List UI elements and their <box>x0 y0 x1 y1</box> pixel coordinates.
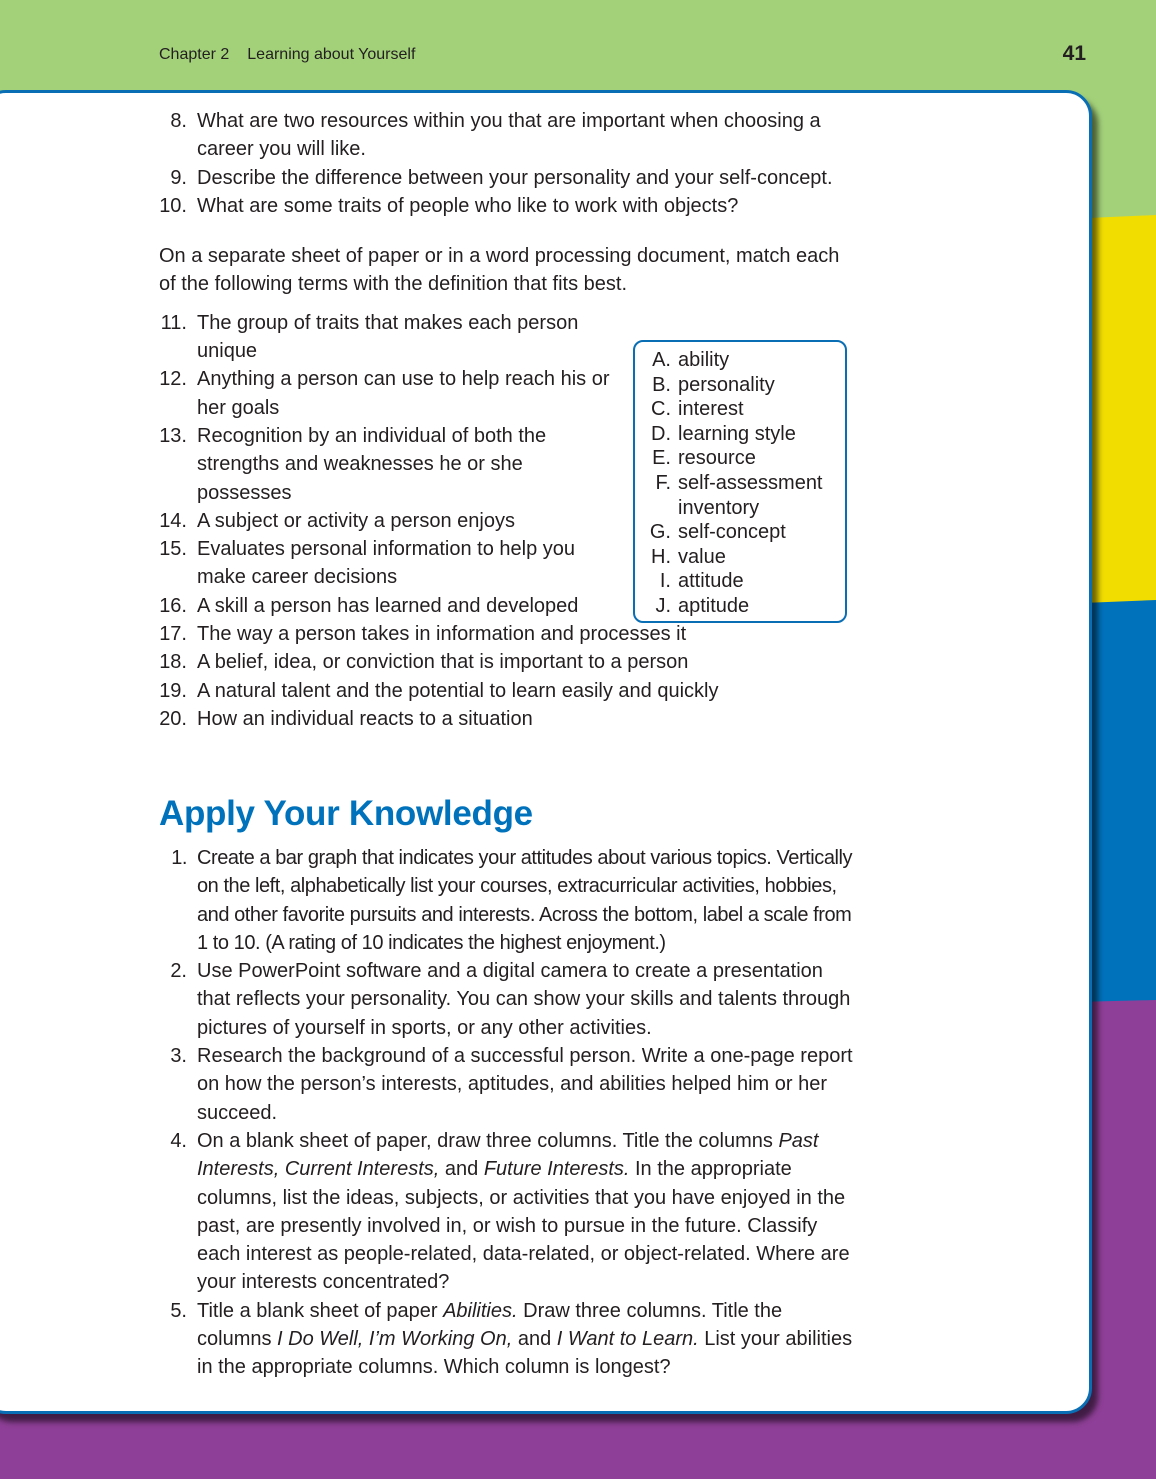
list-item: E. resource <box>652 447 756 470</box>
matching-terms-box <box>633 340 847 623</box>
list-item: 5. Title a blank sheet of paper Abilities. Draw three columns. Title the columns I Do Well, I’m Working On, and I Want to Learn. List your abilities in the appropriate columns. Which column is longest? <box>170 1299 853 1379</box>
list-item: 9. Describe the difference between your personality and your self-concept. <box>170 166 833 189</box>
list-item: 3. Research the background of a successful person. Write a one-page report on how the person’s interests, aptitudes, and abilities helped him or her succeed. <box>170 1045 853 1124</box>
list-item: A. ability <box>652 349 730 371</box>
section-heading: Apply Your Knowledge <box>159 794 533 833</box>
list-item: 8. What are two resources within you that are important when choosing a career you will like. <box>170 110 821 161</box>
list-item: 4. On a blank sheet of paper, draw three columns. Title the columns Past Interests, Current Interests, and Future Interests. In the appropriate columns, list the ideas, subjects, or activities that you have enjoyed in the past, are presently involved in, or wish to pursue in the future. Classify each interest as people-related, data-related, or object-related. Where are your interests concentrated? <box>170 1129 850 1294</box>
review-question-list <box>159 107 859 220</box>
apply-knowledge-section <box>159 844 859 1382</box>
list-item: D. learning style <box>651 422 796 445</box>
list-item: 16. A skill a person has learned and developed <box>159 594 579 617</box>
list-item: F. self-assessment inventory <box>655 471 823 519</box>
matching-instructions: On a separate sheet of paper or in a word processing document, match each of the following terms with the definition that fits best. <box>159 245 840 296</box>
list-item: 14. A subject or activity a person enjoys <box>159 509 515 532</box>
list-item: 10. What are some traits of people who like to work with objects? <box>159 194 739 217</box>
list-item: 2. Use PowerPoint software and a digital camera to create a presentation that reflects your personality. You can show your skills and talents through pictures of yourself in sports, or any other activities. <box>170 960 851 1039</box>
list-item: H. value <box>651 545 726 568</box>
list-item: 17. The way a person takes in information and processes it <box>159 623 687 646</box>
activity-list <box>159 844 859 1382</box>
list-item: G. self-concept <box>649 521 786 544</box>
list-item: B. personality <box>652 373 775 396</box>
list-item: 19. A natural talent and the potential to learn easily and quickly <box>159 679 719 702</box>
running-head <box>159 46 415 64</box>
list-item: J. aptitude <box>655 594 750 617</box>
list-item: 20. How an individual reacts to a situation <box>159 707 533 730</box>
list-item: 11. The group of traits that makes each person unique <box>160 311 579 363</box>
chapter-title: Learning about Yourself <box>247 46 416 63</box>
list-item: 13. Recognition by an individual of both the strengths and weaknesses he or she possesses <box>159 424 547 504</box>
list-item: 18. A belief, idea, or conviction that is important to a person <box>159 651 689 674</box>
page-number: 41 <box>1062 42 1086 65</box>
list-item: 15. Evaluates personal information to help you make career decisions <box>159 538 576 589</box>
list-item: 1. Create a bar graph that indicates your attitudes about various topics. Vertically on the left, alphabetically list your courses, extracurricular activities, hobbies, and other favorite pursuits and interests. Across the bottom, label a scale from 1 to 10. (A rating of 10 indicates the highest enjoyment.) <box>171 847 853 954</box>
list-item: C. interest <box>651 398 744 421</box>
list-item: 12. Anything a person can use to help reach his or her goals <box>159 368 610 419</box>
list-item: I. attitude <box>659 570 744 593</box>
chapter-number: Chapter 2 <box>159 46 230 63</box>
